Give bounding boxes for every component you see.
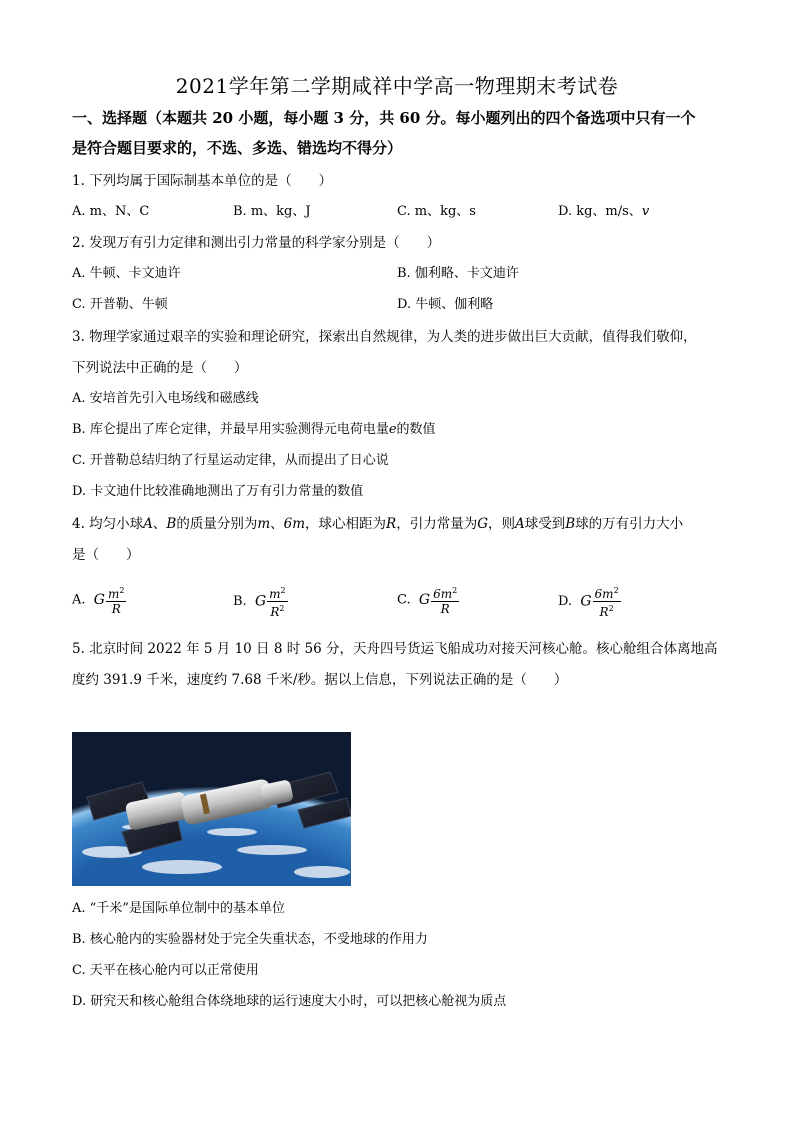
q5-stem-line1: 5. 北京时间 2022 年 5 月 10 日 8 时 56 分，天舟四号货运飞船成功对接天河核心舱。核心舱组合体离地高 xyxy=(72,641,718,657)
exponent: 2 xyxy=(119,586,125,595)
fraction-denominator: R xyxy=(599,605,609,619)
fraction-numerator: 6m xyxy=(594,587,614,601)
q5-option-b: B. 核心舱内的实验器材处于完全失重状态，不受地球的作用力 xyxy=(72,932,428,947)
q3-option-b-suffix: 的数值 xyxy=(396,422,436,437)
q5-stem-line2: 度约 391.9 千米，速度约 7.68 千米/秒。据以上信息，下列说法正确的是（ ） xyxy=(72,672,568,688)
exponent: 2 xyxy=(608,604,614,613)
q4-option-a-fraction xyxy=(106,584,126,616)
q4-stem-line1 xyxy=(72,515,683,533)
exponent: 2 xyxy=(279,604,285,613)
exponent: 2 xyxy=(613,586,619,595)
q3-option-b xyxy=(72,421,436,439)
space-station-illustration xyxy=(72,732,351,886)
q1-option-d-var: v xyxy=(641,204,650,219)
q4-stem-part: 球受到 xyxy=(524,516,566,532)
fraction-denominator: R xyxy=(440,602,450,616)
q2-option-b: B. 伽利略、卡文迪许 xyxy=(397,266,519,281)
q3-stem-line2: 下列说法中正确的是（ ） xyxy=(72,360,248,376)
q2-option-c: C. 开普勒、牛顿 xyxy=(72,297,168,312)
q5-option-c: C. 天平在核心舱内可以正常使用 xyxy=(72,963,259,978)
q4-stem-part: ，球心相距为 xyxy=(305,516,387,532)
q3-option-b-prefix: B. 库仑提出了库仑定律，并最早用实验测得元电荷电量 xyxy=(72,422,389,437)
q4-var: m xyxy=(257,516,271,532)
fraction-numerator: m xyxy=(269,587,281,601)
q4-stem-part: 4. 均匀小球 xyxy=(72,516,144,532)
q4-stem-part: ，引力常量为 xyxy=(396,516,478,532)
q1-stem: 1. 下列均属于国际制基本单位的是（ ） xyxy=(72,173,333,189)
q4-option-b-fraction xyxy=(267,584,287,619)
exponent: 2 xyxy=(280,586,286,595)
q4-var: R xyxy=(386,516,397,532)
formula-g: G xyxy=(254,593,267,610)
q4-var: B xyxy=(565,516,576,532)
q4-var: A xyxy=(143,516,153,532)
q4-stem-part: 、 xyxy=(152,516,167,532)
q4-var: A xyxy=(515,516,525,532)
q1-option-d xyxy=(558,203,649,221)
q4-option-c xyxy=(397,584,459,616)
q3-stem-line1: 3. 物理学家通过艰辛的实验和理论研究，探索出自然规律，为人类的进步做出巨大贡献，值得我们敬仰， xyxy=(72,329,697,345)
fraction-numerator: m xyxy=(107,587,120,601)
q3-option-b-var: e xyxy=(388,422,397,437)
exponent: 2 xyxy=(452,586,458,595)
q3-option-c: C. 开普勒总结归纳了行星运动定律，从而提出了日心说 xyxy=(72,453,389,468)
formula-g: G xyxy=(580,593,592,610)
q4-var: B xyxy=(166,516,177,532)
fraction-denominator: R xyxy=(111,602,121,616)
q4-option-c-fraction xyxy=(431,584,459,616)
q1-option-c: C. m、kg、s xyxy=(397,204,476,219)
q1-option-b: B. m、kg、J xyxy=(233,204,311,219)
q4-option-c-label: C. xyxy=(397,592,411,608)
q4-stem-part: ，则 xyxy=(488,516,516,532)
q1-option-d-prefix: D. kg、m/s、 xyxy=(558,204,642,219)
page-title: 2021学年第二学期咸祥中学高一物理期末考试卷 xyxy=(175,74,619,98)
q2-stem: 2. 发现万有引力定律和测出引力常量的科学家分别是（ ） xyxy=(72,235,441,251)
q4-stem-line2: 是（ ） xyxy=(72,547,140,563)
q4-stem-part: 球的万有引力大小 xyxy=(575,516,684,532)
fraction-denominator: R xyxy=(270,605,280,619)
q4-var: 6m xyxy=(283,516,306,532)
q4-option-a-label: A. xyxy=(72,592,86,608)
q4-option-d xyxy=(558,584,621,619)
q4-stem-part: 的质量分别为 xyxy=(176,516,258,532)
q4-option-b-label: B. xyxy=(233,594,247,609)
section-heading-line1: 一、选择题（本题共 20 小题，每小题 3 分，共 60 分。每小题列出的四个备选项中只有一个 xyxy=(72,109,696,127)
q4-option-d-label: D. xyxy=(558,594,573,609)
section-heading-line2: 是符合题目要求的，不选、多选、错选均不得分） xyxy=(72,139,403,157)
q4-option-d-fraction xyxy=(593,584,621,619)
q4-option-a xyxy=(72,584,126,616)
formula-g: G xyxy=(93,592,105,608)
q3-option-a: A. 安培首先引入电场线和磁感线 xyxy=(72,391,259,406)
q2-option-d: D. 牛顿、伽利略 xyxy=(397,297,494,312)
q4-option-b xyxy=(233,584,288,619)
fraction-numerator: 6m xyxy=(433,587,453,601)
q5-option-d: D. 研究天和核心舱组合体绕地球的运行速度大小时，可以把核心舱视为质点 xyxy=(72,994,507,1009)
q1-option-a: A. m、N、C xyxy=(72,204,150,219)
space-station-photo xyxy=(72,732,351,886)
q2-option-a: A. 牛顿、卡文迪许 xyxy=(72,266,181,281)
q5-option-a: A. “千米”是国际单位制中的基本单位 xyxy=(72,901,285,916)
q3-option-d: D. 卡文迪什比较准确地测出了万有引力常量的数值 xyxy=(72,484,364,499)
q4-var: G xyxy=(477,516,489,532)
q4-stem-part: 、 xyxy=(270,516,284,532)
formula-g: G xyxy=(418,592,431,608)
